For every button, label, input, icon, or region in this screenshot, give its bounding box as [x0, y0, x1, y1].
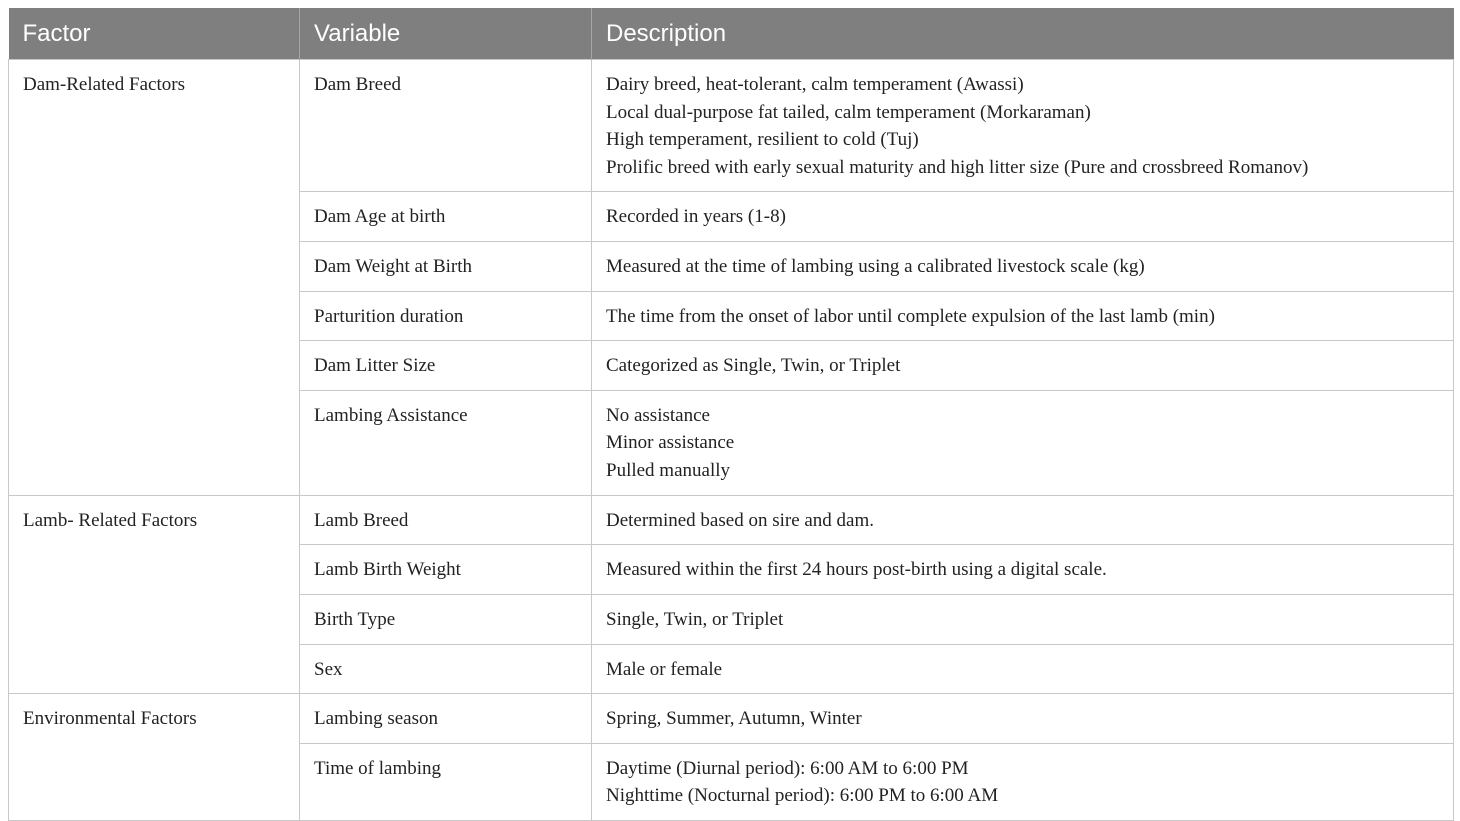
- variable-cell: Lambing Assistance: [300, 390, 592, 495]
- description-cell: [592, 545, 1454, 595]
- variable-cell: Dam Litter Size: [300, 341, 592, 391]
- description-line: Local dual-purpose fat tailed, calm temperament (Morkaraman): [606, 101, 1091, 123]
- variable-cell: Parturition duration: [300, 291, 592, 341]
- description-line: Minor assistance: [606, 432, 735, 454]
- description-line: Determined based on sire and dam.: [606, 509, 875, 531]
- description-cell: [592, 694, 1454, 744]
- header-factor: Factor: [9, 8, 300, 60]
- header-row: [9, 8, 1454, 60]
- factor-cell-dam: Dam-Related Factors: [9, 60, 300, 496]
- variable-cell: Dam Weight at Birth: [300, 241, 592, 291]
- variable-cell: Lambing season: [300, 694, 592, 744]
- description-line: Recorded in years (1-8): [606, 206, 786, 228]
- header-description: Description: [592, 8, 1454, 60]
- description-line: No assistance: [606, 404, 710, 426]
- variable-cell: Birth Type: [300, 594, 592, 644]
- description-cell: [592, 390, 1454, 495]
- variable-cell: Lamb Birth Weight: [300, 545, 592, 595]
- table-body: [9, 60, 1454, 821]
- description-line: High temperament, resilient to cold (Tuj): [606, 129, 919, 151]
- table-row: [9, 60, 1454, 192]
- header-variable: Variable: [300, 8, 592, 60]
- variable-cell: Dam Age at birth: [300, 192, 592, 242]
- description-cell: [592, 60, 1454, 192]
- description-line: Single, Twin, or Triplet: [606, 608, 784, 630]
- table-header: [9, 8, 1454, 60]
- factors-table-container: [8, 8, 1453, 821]
- description-cell: [592, 644, 1454, 694]
- description-line: Measured at the time of lambing using a calibrated livestock scale (kg): [606, 255, 1145, 277]
- factor-cell-lamb: Lamb- Related Factors: [9, 495, 300, 693]
- variable-cell: Lamb Breed: [300, 495, 592, 545]
- table-row: [9, 694, 1454, 744]
- table-row: [9, 495, 1454, 545]
- description-line: Spring, Summer, Autumn, Winter: [606, 708, 862, 730]
- description-line: Measured within the first 24 hours post-birth using a digital scale.: [606, 559, 1107, 581]
- description-line: Pulled manually: [606, 459, 731, 481]
- description-cell: [592, 192, 1454, 242]
- description-line: Categorized as Single, Twin, or Triplet: [606, 355, 901, 377]
- factor-cell-environmental: Environmental Factors: [9, 694, 300, 821]
- factors-table: [8, 8, 1454, 821]
- description-line: Prolific breed with early sexual maturity and high litter size (Pure and crossbreed Romanov): [606, 156, 1309, 178]
- variable-cell: Dam Breed: [300, 60, 592, 192]
- description-line: Daytime (Diurnal period): 6:00 AM to 6:00 PM: [606, 757, 969, 779]
- variable-cell: Time of lambing: [300, 743, 592, 820]
- description-line: Dairy breed, heat-tolerant, calm temperament (Awassi): [606, 74, 1024, 95]
- description-cell: [592, 341, 1454, 391]
- description-cell: [592, 241, 1454, 291]
- description-line: Male or female: [606, 658, 723, 680]
- description-cell: [592, 743, 1454, 820]
- description-line: The time from the onset of labor until complete expulsion of the last lamb (min): [606, 305, 1215, 327]
- description-cell: [592, 291, 1454, 341]
- description-cell: [592, 495, 1454, 545]
- description-line: Nighttime (Nocturnal period): 6:00 PM to 6:00 AM: [606, 785, 999, 807]
- variable-cell: Sex: [300, 644, 592, 694]
- description-cell: [592, 594, 1454, 644]
